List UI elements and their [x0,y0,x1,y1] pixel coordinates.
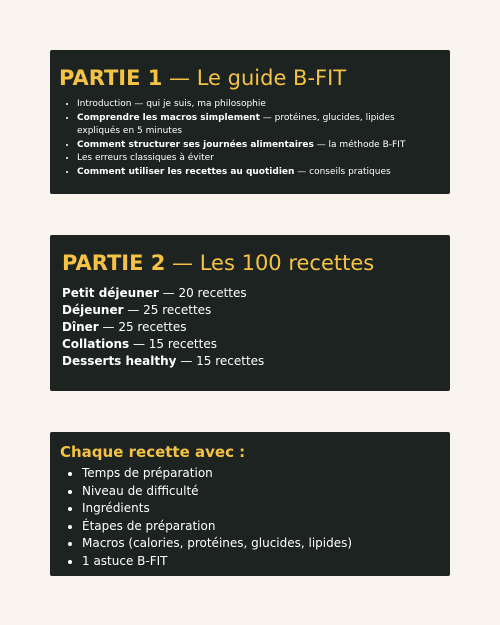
recipe-feature-item: • Étapes de préparation [82,518,438,536]
part1-list-item [77,152,438,166]
recipe-category-row [62,319,438,336]
recipe-category-name: Déjeuner [62,303,124,317]
recipe-category-count: — 25 recettes [123,303,212,317]
recipe-features-list [60,465,438,570]
part1-item-text: Introduction — qui je suis, ma philosophie [77,99,266,109]
part1-item-text: — protéines, glucides, lipides expliqués en 5 minutes [77,112,395,136]
part2-title-number: PARTIE 2 [62,251,166,275]
recipe-category-count: — 25 recettes [98,320,187,334]
part2-title-text: — Les 100 recettes [165,251,375,275]
part1-list-item [77,98,438,112]
recipe-category-name: Petit déjeuner [62,286,159,300]
recipe-category-count: — 15 recettes [176,354,265,368]
recipe-category-row [62,285,438,302]
part1-title [59,64,438,92]
recipe-feature-item: • Macros (calories, protéines, glucides, lipides) [82,535,438,553]
part2-card [50,235,450,391]
part1-list-item [77,139,438,153]
recipe-feature-item: • 1 astuce B-FIT [82,553,438,571]
recipe-feature-item: • Niveau de difficulté [82,483,438,501]
recipe-category-row [62,353,438,370]
recipe-features-title: Chaque recette avec : [60,443,246,461]
recipe-feature-item: • Temps de préparation [82,465,438,483]
part1-item-bold: Comprendre les macros simplement [77,112,260,123]
part1-card [50,50,450,194]
recipe-category-count: — 20 recettes [158,286,247,300]
recipe-category-name: Collations [62,337,130,351]
part1-title-text: — Le guide B-FIT [162,66,347,90]
recipe-category-name: Dîner [62,320,99,334]
part1-item-text: — conseils pratiques [294,166,391,177]
recipe-category-row [62,336,438,353]
recipe-category-name: Desserts healthy [62,354,177,368]
part1-title-number: PARTIE 1 [59,66,163,90]
recipe-category-row [62,302,438,319]
recipe-feature-item: • Ingrédients [82,500,438,518]
part2-title [62,249,438,277]
recipe-category-count: — 15 recettes [129,337,217,351]
part1-list [59,98,438,179]
part1-item-bold: Comment utiliser les recettes au quotidien [77,166,295,177]
part1-item-text: Les erreurs classiques à éviter [77,153,214,163]
part1-list-item [77,112,438,139]
part1-list-item [77,166,438,180]
recipe-features-card [50,432,450,576]
part1-item-bold: Comment structurer ses journées alimentaires [77,139,314,150]
part1-item-text: — la méthode B-FIT [313,139,406,150]
